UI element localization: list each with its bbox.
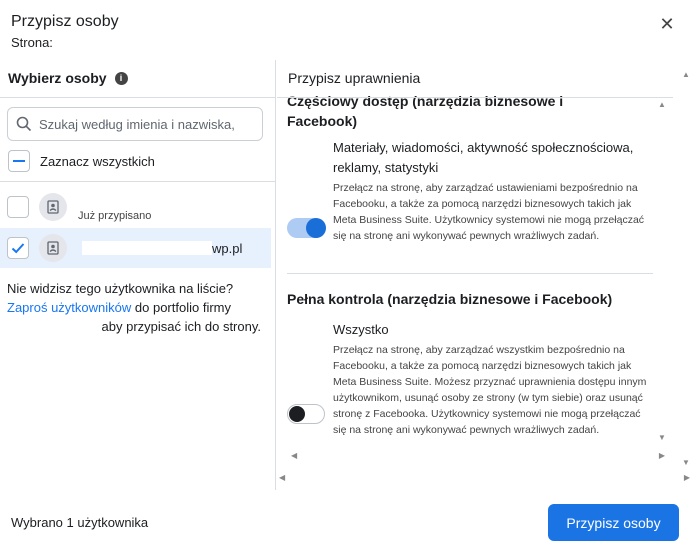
full-control-label: Wszystko xyxy=(333,322,389,337)
user-avatar-icon xyxy=(39,234,67,262)
not-found-line3: aby przypisać ich do strony. xyxy=(101,319,261,334)
full-control-description: Przełącz na stronę, aby zarządzać wszystkim bezpośrednio na Facebooku, a także za pomocą narzędzi biznesowych takich jak Meta Business Suite. Możesz przyznać uprawnienia dostępu innym użytkownikom, usunąć osoby ze strony (w tym siebie) oraz usunąć stronę z Facebooka. Użytkownicy systemowi nie mogą przełączać się na stronę ani wykonywać pewnych wrażliwych zadań. xyxy=(333,344,647,436)
toggle-knob xyxy=(306,218,326,238)
inner-horizontal-scrollbar[interactable] xyxy=(289,451,667,463)
select-all-checkbox[interactable] xyxy=(8,150,30,172)
select-all-label: Zaznacz wszystkich xyxy=(40,153,155,169)
partial-access-title: Częściowy dostęp (narzędzia biznesowe i Facebook) xyxy=(287,93,564,129)
select-people-heading xyxy=(8,70,128,86)
not-found-question: Nie widzisz tego użytkownika na liście? xyxy=(7,281,234,296)
select-people-panel xyxy=(0,60,276,490)
divider xyxy=(0,97,275,98)
dialog-subtitle: Strona: xyxy=(11,35,53,50)
assign-people-button[interactable]: Przypisz osoby xyxy=(548,504,679,541)
close-icon[interactable]: ✕ xyxy=(659,14,675,34)
search-box[interactable] xyxy=(7,107,263,141)
partial-access-option xyxy=(333,138,655,244)
select-people-title: Wybierz osoby xyxy=(8,70,107,86)
partial-access-description: Przełącz na stronę, aby zarządzać ustawieniami bezpośrednio na Facebooku, a także za pomocą narzędzi biznesowych takich jak Meta Business Suite. Użytkownicy systemowi nie mogą przełączać się na stronę ani wykonywać pewnych wrażliwych zadań. xyxy=(333,182,645,242)
user-checkbox[interactable] xyxy=(7,196,29,218)
not-found-after-link: do portfolio firmy xyxy=(131,300,231,315)
user-avatar-icon xyxy=(39,193,67,221)
scroll-down-icon[interactable]: ▼ xyxy=(682,458,690,467)
user-email-domain: wp.pl xyxy=(212,240,243,256)
scroll-left-icon[interactable]: ◀ xyxy=(279,473,286,482)
partial-access-label: Materiały, wiadomości, aktywność społecznościowa, reklamy, statystyki xyxy=(333,140,634,175)
divider xyxy=(287,273,653,274)
permissions-scroll-area[interactable] xyxy=(287,90,663,455)
dialog-title: Przypisz osoby xyxy=(11,13,119,30)
search-icon xyxy=(16,116,32,132)
scroll-left-icon[interactable]: ◀ xyxy=(291,451,298,460)
dialog-header xyxy=(0,0,696,60)
full-control-title: Pełna kontrola (narzędzia biznesowe i Facebook) xyxy=(287,291,613,307)
full-control-option xyxy=(333,320,655,438)
toggle-knob xyxy=(289,406,305,422)
scroll-down-icon[interactable]: ▼ xyxy=(658,433,666,442)
scroll-right-icon[interactable]: ▶ xyxy=(683,473,690,482)
user-name xyxy=(82,241,242,256)
invite-users-link[interactable]: Zaproś użytkowników xyxy=(7,300,132,315)
select-all-row[interactable] xyxy=(8,150,155,172)
assign-permissions-heading: Przypisz uprawnienia xyxy=(288,70,421,86)
user-not-found-help xyxy=(7,279,269,336)
user-checkbox-checked[interactable] xyxy=(7,237,29,259)
divider xyxy=(0,181,275,182)
already-assigned-label: Już przypisano xyxy=(78,210,152,222)
partial-access-toggle[interactable] xyxy=(287,218,325,238)
outer-horizontal-scrollbar[interactable] xyxy=(277,473,692,485)
assign-permissions-panel xyxy=(277,60,696,490)
outer-vertical-scrollbar[interactable] xyxy=(680,70,692,470)
search-input[interactable] xyxy=(39,117,249,132)
redacted-name xyxy=(82,241,212,255)
selected-count: Wybrano 1 użytkownika xyxy=(11,515,149,530)
check-icon xyxy=(10,240,26,256)
divider xyxy=(277,97,673,98)
scroll-up-icon[interactable]: ▲ xyxy=(658,100,666,109)
full-control-toggle[interactable] xyxy=(287,404,325,424)
scroll-right-icon[interactable]: ▶ xyxy=(658,451,665,460)
info-icon[interactable]: i xyxy=(115,72,128,85)
user-row-selected[interactable] xyxy=(0,228,271,268)
scroll-up-icon[interactable]: ▲ xyxy=(682,70,690,79)
